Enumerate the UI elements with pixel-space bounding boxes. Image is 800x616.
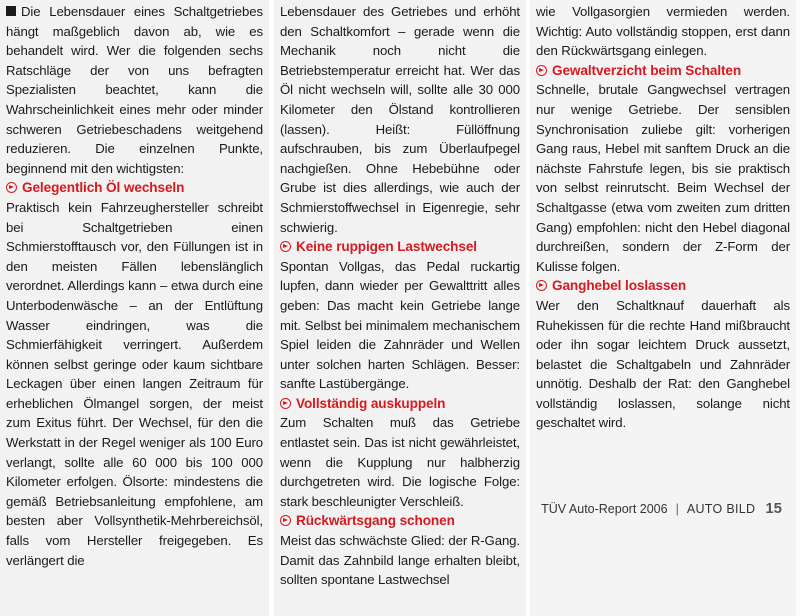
column-divider bbox=[269, 0, 273, 616]
paragraph-oil-change-continued: Lebensdauer des Getriebes und erhöht den Schaltkomfort – gerade wenn die Mechanik noch nicht die Betriebstemperatur erreicht hat. Wer das Öl nicht wechseln will, sollte alle 30 000 Kilometer den Ölstand kontrollieren (lassen). Heißt: Füllöffnung aufschrauben, bis zum Überlaufpegel nachgießen. Ohne Hebebühne oder Grube ist dies allerdings, wie auch der Schmierstoffwechsel in Eigenregie, sehr schwierig. bbox=[280, 4, 520, 235]
heading-oil-change: Gelegentlich Öl wechseln bbox=[6, 178, 263, 198]
red-circle-arrow-icon bbox=[536, 65, 547, 76]
paragraph-gentle-shifting: Schnelle, brutale Gangwechsel vertragen nur wenige Getriebe. Der sensiblen Synchronisation zuliebe gilt: vorherigen Gang raus, Hebel mit sanftem Druck an die nächste Fahrstufe legen, bis sie praktisch von selbst reinrutscht. Beim Wechsel der Schaltgasse (etwa vom zweiten zum dritten Gang) empfohlen: nicht den Hebel diagonal durchreißen, sondern der Z-Form der Kulisse folgen. bbox=[536, 82, 790, 274]
paragraph-load-changes: Spontan Vollgas, das Pedal ruckartig lupfen, dann wieder per Gewalttritt alles geben: Das macht kein Getriebe lange mit. Selbst bei minimalem mechanischem Spiel leiden die Zahnräder und Wellen unter solchen harten Schlägen. Besser: sanfte Lastübergänge. bbox=[280, 258, 520, 392]
intro-text: Die Lebensdauer eines Schaltgetriebes hängt maßgeblich davon ab, wie es behandelt wird. Wer die folgenden sechs Ratschläge der von uns befragten Spezialisten beachtet, kann die Wahrscheinlichkeit eines mehr oder minder schweren Getriebeschadens weitgehend reduzieren. Die einzelnen Punkte, beginnend mit den wichtigsten: bbox=[6, 4, 263, 176]
intro-paragraph bbox=[6, 2, 263, 178]
heading-release-lever: Ganghebel loslassen bbox=[536, 276, 790, 296]
red-circle-arrow-icon bbox=[536, 280, 547, 291]
red-circle-arrow-icon bbox=[280, 515, 291, 526]
red-circle-arrow-icon bbox=[280, 241, 291, 252]
column-1 bbox=[0, 0, 269, 616]
heading-declutch: Vollständig auskuppeln bbox=[280, 394, 520, 414]
red-circle-arrow-icon bbox=[280, 398, 291, 409]
report-title: TÜV Auto-Report 2006 bbox=[541, 501, 668, 516]
heading-load-changes: Keine ruppigen Lastwechsel bbox=[280, 237, 520, 257]
page-footer bbox=[530, 500, 796, 517]
footer-separator: | bbox=[675, 501, 679, 516]
paragraph-release-lever: Wer den Schaltknauf dauerhaft als Ruhekissen für die rechte Hand mißbraucht oder ihn sogar leichtem Druck aussetzt, belastet die Schaltgabeln und Zahnräder unnötig. Deshalb der Rat: den Ganghebel vollständig loslassen, solange nicht geschaltet wird. bbox=[536, 297, 790, 431]
page-number: 15 bbox=[765, 500, 782, 517]
paragraph-reverse-gear: Meist das schwächste Glied: der R-Gang. Damit das Zahnbild lange erhalten bleibt, sollten spontane Lastwechsel bbox=[280, 533, 520, 588]
column-3 bbox=[530, 0, 796, 616]
heading-gentle-shifting: Gewaltverzicht beim Schalten bbox=[536, 61, 790, 81]
heading-reverse-gear: Rückwärtsgang schonen bbox=[280, 511, 520, 531]
magazine-name: AUTO BILD bbox=[686, 501, 756, 516]
paragraph-oil-change: Praktisch kein Fahrzeughersteller schreibt bei Schaltgetrieben einen Schmierstofftausch vor, den Füllungen ist in den meisten Fällen lebenslänglich verordnet. Allerdings kann – etwa durch eine Unterbodenwäsche – an der Entlüftung Wasser eindringen, was die Schmierfähigkeit verringert. Außerdem können selbst geringe oder kaum sichtbare Leckagen über einen langen Zeitraum für erheblichen Ölmangel sorgen, der meist zum Exitus führt. Der Wechsel, für den die Werkstatt in der Regel weniger als 100 Euro verlangt, sollte alle 60 000 bis 100 000 Kilometer erfolgen. Ölsorte: mindestens die gemäß Betriebsanleitung empfohlene, am besten aber Vollsynthetik-Mehrbereichsöl, falls vom Hersteller freigegeben. Es verlängert die bbox=[6, 199, 263, 568]
black-square-icon bbox=[6, 6, 16, 16]
red-circle-arrow-icon bbox=[6, 182, 17, 193]
paragraph-reverse-gear-continued: wie Vollgasorgien vermieden werden. Wichtig: Auto vollständig stoppen, erst dann den Rückwärtsgang einlegen. bbox=[536, 4, 790, 59]
column-2 bbox=[274, 0, 526, 616]
paragraph-declutch: Zum Schalten muß das Getriebe entlastet sein. Das ist nicht gewährleistet, wenn die Kupplung nur halbherzig durchgetreten wird. Die logische Folge: stark beschleunigter Verschleiß. bbox=[280, 415, 520, 509]
